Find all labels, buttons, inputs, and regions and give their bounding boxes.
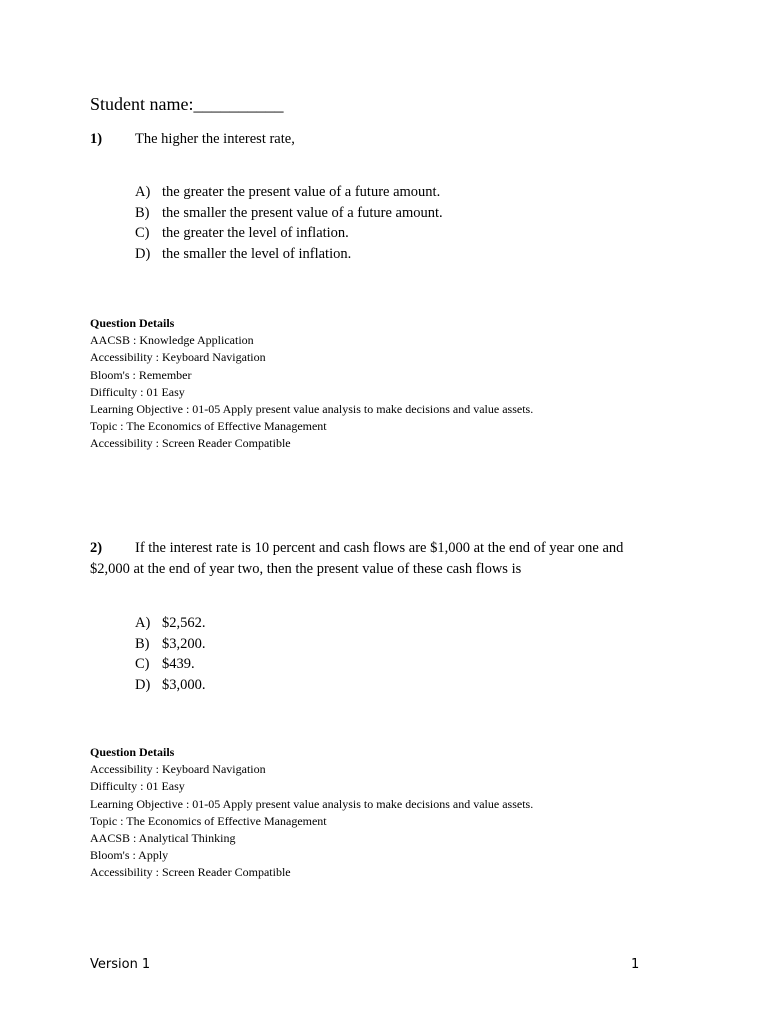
answer-options: [135, 613, 206, 695]
footer-page-number: 1: [631, 957, 640, 972]
answer-option-c: [135, 654, 206, 675]
option-letter: B): [135, 635, 150, 652]
question-2: [90, 538, 650, 880]
detail-row: Bloom's : Remember: [90, 367, 192, 382]
student-name-field: Student name:__________: [90, 94, 284, 114]
detail-row: Difficulty : 01 Easy: [90, 384, 185, 399]
question-text: The higher the interest rate,: [135, 131, 295, 147]
footer-version-label: Version 1: [90, 957, 151, 972]
detail-row: Accessibility : Screen Reader Compatible: [90, 865, 291, 880]
question-number: 2): [90, 540, 103, 556]
question-details: [90, 744, 533, 882]
detail-row: Topic : The Economics of Effective Management: [90, 813, 327, 828]
answer-option-d: [135, 675, 206, 696]
option-letter: D): [135, 676, 151, 693]
question-details: [90, 315, 533, 453]
option-text: the greater the present value of a future amount.: [162, 184, 441, 200]
option-text: the smaller the present value of a future amount.: [162, 204, 443, 221]
detail-row: Topic : The Economics of Effective Management: [90, 419, 327, 434]
detail-row: Bloom's : Apply: [90, 848, 169, 863]
question-text: If the interest rate is 10 percent and cash flows are $1,000 at the end of year one and $2,000 at the end of year two, then the present value of these cash flows is: [90, 540, 624, 577]
answer-option-d: [135, 244, 443, 265]
option-letter: A): [135, 615, 151, 631]
detail-row: Difficulty : 01 Easy: [90, 779, 185, 794]
option-letter: C): [135, 656, 150, 672]
question-stem: [90, 538, 650, 580]
answer-option-b: [135, 634, 206, 655]
option-text: the greater the level of inflation.: [162, 225, 349, 241]
answer-option-a: [135, 182, 443, 203]
answer-options: [135, 182, 443, 264]
option-text: $3,200.: [162, 635, 206, 652]
detail-row: Learning Objective : 01-05 Apply present value analysis to make decisions and value assets.: [90, 402, 534, 417]
question-number: 1): [90, 131, 103, 147]
question-1: [90, 129, 650, 451]
question-details-title: Question Details: [90, 745, 175, 759]
option-text: $439.: [162, 656, 195, 672]
detail-row: Accessibility : Keyboard Navigation: [90, 350, 266, 365]
question-details-title: Question Details: [90, 316, 175, 330]
question-stem: [90, 129, 650, 150]
option-letter: A): [135, 184, 151, 200]
detail-row: Learning Objective : 01-05 Apply present value analysis to make decisions and value assets.: [90, 796, 534, 811]
detail-row: AACSB : Analytical Thinking: [90, 831, 236, 846]
answer-option-a: [135, 613, 206, 634]
option-text: the smaller the level of inflation.: [162, 245, 352, 262]
option-text: $3,000.: [162, 676, 206, 693]
option-letter: B): [135, 204, 150, 221]
option-letter: D): [135, 245, 151, 262]
detail-row: AACSB : Knowledge Application: [90, 333, 254, 348]
detail-row: Accessibility : Keyboard Navigation: [90, 762, 266, 777]
option-text: $2,562.: [162, 615, 206, 631]
answer-option-b: [135, 203, 443, 224]
detail-row: Accessibility : Screen Reader Compatible: [90, 436, 291, 451]
option-letter: C): [135, 225, 150, 241]
answer-option-c: [135, 223, 443, 244]
